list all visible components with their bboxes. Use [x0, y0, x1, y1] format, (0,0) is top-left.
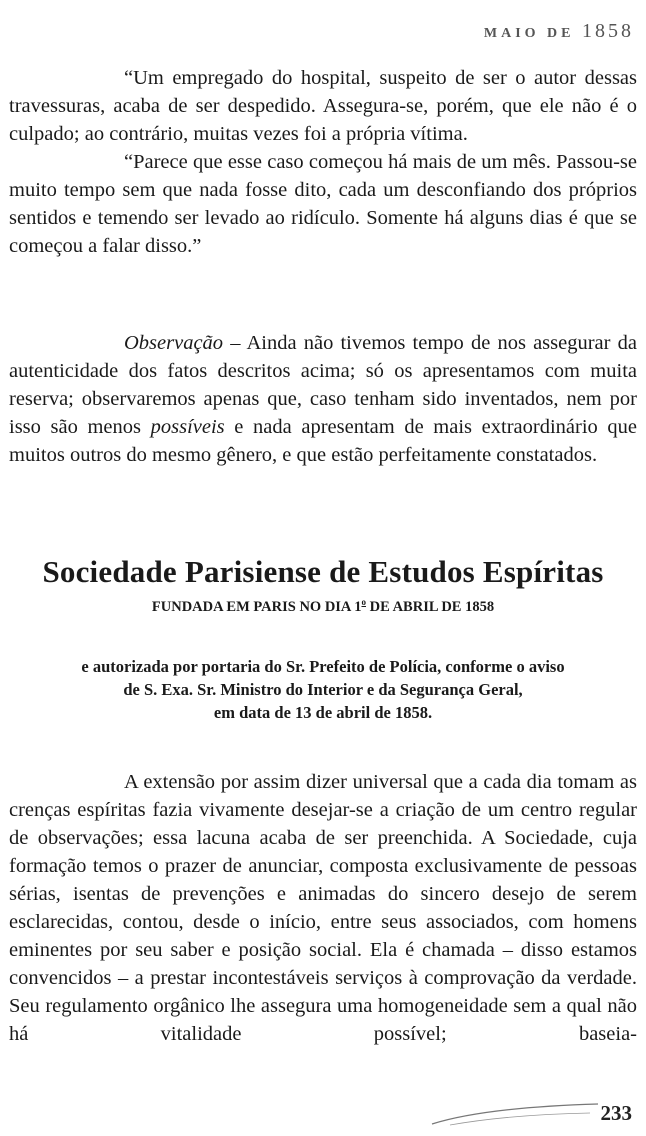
page-number: 233 — [600, 1101, 632, 1125]
subtitle-text-2: DE ABRIL DE 1858 — [365, 598, 495, 615]
observation-emphasis: possíveis — [150, 416, 225, 438]
paragraph: “Um empregado do hospital, suspeito de ser o autor dessas travessuras, acaba de ser despedido. Assegura-se, porém, que ele não é o culpado; ao contrário, muitas vezes foi a própria vítima. — [9, 67, 637, 145]
subtitle-ordinal: o — [361, 597, 366, 607]
quoted-report — [9, 64, 637, 260]
society-announcement — [9, 768, 637, 1048]
paragraph: “Parece que esse caso começou há mais de um mês. Passou-se muito tempo sem que nada fosse dito, cada um desconfiando dos próprios sentidos e temendo ser levado ao ridículo. Somente há alguns dias é que se começou a falar disso.” — [9, 151, 637, 257]
paragraph: A extensão por assim dizer universal que a cada dia tomam as crenças espíritas fazia vivamente desejar-se a criação de um centro regular de observações; essa lacuna acaba de ser preenchida. A Sociedade, cuja formação temos o prazer de anunciar, composta exclusivamente de pessoas sérias, isentas de prevenções e animadas do sincero desejo de serem esclarecidas, contou, desde o início, entre seus associados, com homens eminentes por seu saber e posição social. Ela é chamada – disso estamos convencidos – a prestar incontestáveis serviços à comprovação da verdade. Seu regulamento orgânico lhe assegura uma homogeneidade sem a qual não há vitalidade possível; baseia- — [9, 771, 637, 1045]
section-subtitle — [0, 597, 646, 616]
subtitle-text-1: FUNDADA EM PARIS NO DIA 1 — [151, 598, 362, 615]
running-head — [484, 20, 634, 43]
observation-label: Observação — [124, 332, 224, 354]
running-year: 1858 — [582, 20, 634, 42]
authorization-line: em data de 13 de abril de 1858. — [213, 703, 433, 722]
authorization-line: e autorizada por portaria do Sr. Prefeito de Polícia, conforme o aviso — [81, 657, 565, 676]
observation-text-1: – Ainda não tivemos tempo de nos assegurar da autenticidade dos fatos descritos acima; só os apresentamos com muita reserva; observaremos apenas que, caso tenham sido inventados, nem por isso são menos — [9, 332, 637, 438]
observation-note — [9, 329, 637, 469]
section-title: Sociedade Parisiense de Estudos Espíritas — [42, 554, 604, 589]
authorization-notice — [0, 655, 646, 724]
authorization-line: de S. Exa. Sr. Ministro do Interior e da Segurança Geral, — [123, 680, 523, 699]
decorative-swash-icon — [430, 1098, 600, 1128]
observation-text-2: e nada apresentam de mais extraordinário que muitos outros do mesmo gênero, e que estão perfeitamente constatados. — [9, 416, 637, 466]
running-title: MAIO DE — [483, 26, 575, 41]
paragraph — [9, 329, 637, 469]
